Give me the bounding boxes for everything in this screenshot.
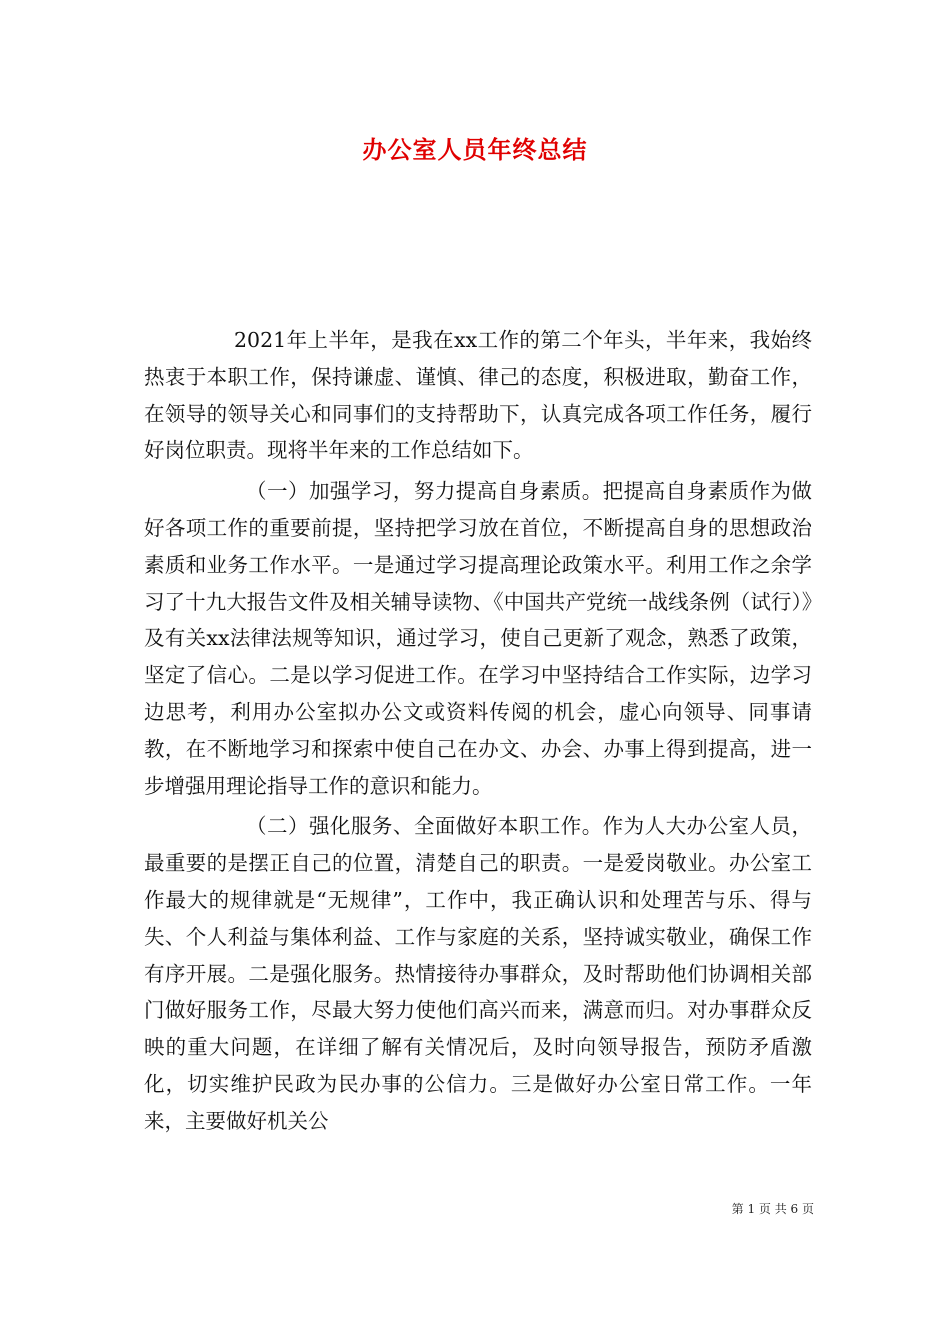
paragraph-section-2: （二）强化服务、全面做好本职工作。作为人大办公室人员，最重要的是摆正自己的位置，清楚自己的职责。一是爱岗敬业。办公室工作最大的规律就是“无规律”，工作中，我正确认识和处理苦与乐、得与失、个人利益与集体利益、工作与家庭的关系，坚持诚实敬业，确保工作有序开展。二是强化服务。热情接待办事群众，及时帮助他们协调相关部门做好服务工作，尽最大努力使他们高兴而来，满意而归。对办事群众反映的重大问题，在详细了解有关情况后，及时向领导报告，预防矛盾激化，切实维护民政为民办事的公信力。三是做好办公室日常工作。一年来，主要做好机关公 — [144, 814, 812, 1133]
document-title: 办公室人员年终总结 — [362, 135, 588, 164]
document-body — [144, 322, 812, 1140]
page-number: 第 1 页 共 6 页 — [731, 1202, 814, 1216]
paragraph-intro: 2021年上半年，是我在xx工作的第二个年头，半年来，我始终热衷于本职工作，保持谦虚、谨慎、律己的态度，积极进取，勤奋工作，在领导的领导关心和同事们的支持帮助下，认真完成各项工作任务，履行好岗位职责。现将半年来的工作总结如下。 — [144, 328, 812, 463]
paragraph-section-1: （一）加强学习，努力提高自身素质。把提高自身素质作为做好各项工作的重要前提，坚持把学习放在首位，不断提高自身的思想政治素质和业务工作水平。一是通过学习提高理论政策水平。利用工作之余学习了十九大报告文件及相关辅导读物、《中国共产党统一战线条例（试行）》及有关xx法律法规等知识，通过学习，使自己更新了观念，熟悉了政策，坚定了信心。二是以学习促进工作。在学习中坚持结合工作实际，边学习边思考，利用办公室拟办公文或资料传阅的机会，虚心向领导、同事请教，在不断地学习和探索中使自己在办文、办会、办事上得到提高，进一步增强用理论指导工作的意识和能力。 — [144, 479, 812, 798]
